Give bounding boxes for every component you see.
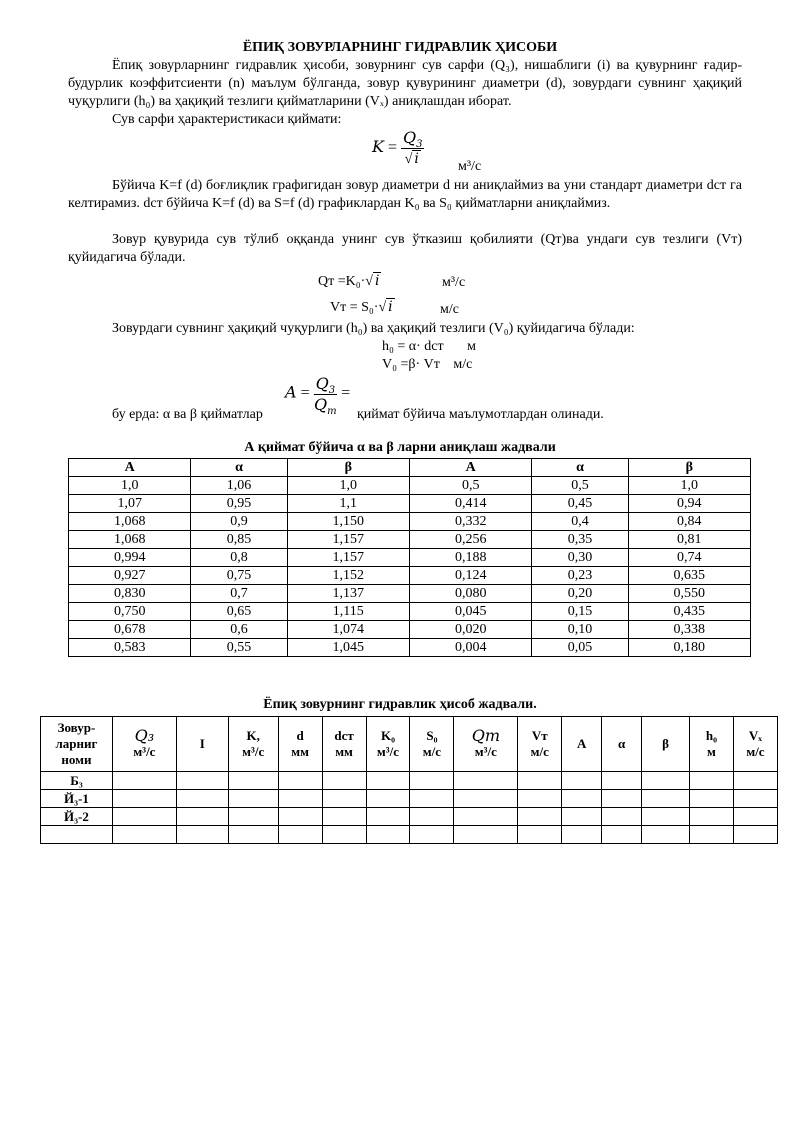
page-title: ЁПИҚ ЗОВУРЛАРНИНГ ГИДРАВЛИК ҲИСОБИ	[242, 40, 558, 55]
table-cell: 0,635	[628, 567, 750, 585]
table-cell	[366, 790, 410, 808]
table-cell: 0,6	[191, 621, 287, 639]
table-cell: 0,20	[532, 585, 628, 603]
header-label: Зовур-ларниг номи	[55, 720, 98, 767]
header-label: Vт	[531, 728, 548, 743]
header-label: α	[618, 736, 626, 751]
table-cell: 0,94	[628, 495, 750, 513]
header-unit: м³/с	[133, 744, 156, 759]
header-label: β	[662, 736, 669, 751]
table-b-header-cell	[518, 717, 562, 772]
formula-a: A = $\frac{Q_3}{Q_m}$ =	[285, 374, 351, 418]
table-cell: 0,65	[191, 603, 287, 621]
header-unit: м/с	[422, 744, 442, 759]
table-cell	[602, 808, 642, 826]
table-a-header-row	[69, 459, 751, 477]
formula-k-unit: м³/с	[458, 159, 482, 174]
table-cell	[228, 826, 278, 844]
table-cell: 0,045	[409, 603, 531, 621]
drain-name-cell: Б₃	[41, 772, 113, 790]
header-label: h₀	[705, 728, 718, 743]
table-cell: 0,4	[532, 513, 628, 531]
table-row	[69, 621, 751, 639]
table-row	[41, 808, 778, 826]
table-cell: 0,678	[69, 621, 191, 639]
table-cell: 0,5	[409, 477, 531, 495]
table-cell	[602, 772, 642, 790]
table-row	[41, 826, 778, 844]
header-label: Vₓ	[748, 728, 763, 743]
table-cell	[322, 808, 366, 826]
table-cell	[733, 772, 777, 790]
table-cell	[410, 772, 454, 790]
table-cell	[278, 808, 322, 826]
table-cell	[642, 772, 690, 790]
formula-k-num-sub: 3	[416, 139, 423, 151]
intro-paragraph: Ёпиқ зовурларнинг гидравлик ҳисоби, зовурнинг сув сарфи (Q₃), нишаблиги (i) ва қувурнинг ғадир-будурлик коэффитсиенти (n) маълум бўлганда, зовур қувурининг диаметри (d), зовурдаги сувнинг ҳақиқий чуқурлиги (h₀) ва ҳақиқий тезлиги қийматларини (Vₓ) аниқлашдан иборат.	[68, 58, 742, 109]
formula-a-fraction	[314, 374, 338, 418]
table-cell	[690, 808, 734, 826]
table-cell	[228, 790, 278, 808]
formula-v0	[382, 356, 472, 374]
capacity-text: Зовур қувурида сув тўлиб оққанда унинг сув ўтказиш қобилияти (Qт)ва ундаги сув тезлиги (Vт) қуйидагича бўлади.	[68, 232, 742, 265]
table-cell: 0,74	[628, 549, 750, 567]
table-cell	[733, 826, 777, 844]
table-cell	[322, 790, 366, 808]
table-a-header-cell: β	[628, 459, 750, 477]
table-row	[69, 513, 751, 531]
table-cell	[410, 826, 454, 844]
formula-q-rad: i	[374, 273, 380, 289]
table-cell	[366, 772, 410, 790]
table-cell	[602, 790, 642, 808]
table-cell: 0,5	[532, 477, 628, 495]
table-cell: 0,75	[191, 567, 287, 585]
table-cell: 0,30	[532, 549, 628, 567]
table-cell: 0,7	[191, 585, 287, 603]
table-cell: 1,07	[69, 495, 191, 513]
table-cell	[410, 790, 454, 808]
table-a-header-cell: β	[287, 459, 409, 477]
formula-q: Qт =K₀·√ i	[318, 273, 380, 289]
table-cell	[176, 808, 228, 826]
formula-q-unit: м³/с	[442, 275, 466, 290]
table-cell: 0,85	[191, 531, 287, 549]
table-row	[69, 531, 751, 549]
header-label: S₀	[426, 728, 438, 743]
table-cell: 0,994	[69, 549, 191, 567]
table-cell: 1,074	[287, 621, 409, 639]
table-cell	[690, 790, 734, 808]
formula-k-fraction: $\frac{Q_3}{√ i}$	[402, 128, 423, 167]
table-row	[69, 567, 751, 585]
table-b-header-cell	[642, 717, 690, 772]
table-cell: 1,157	[287, 549, 409, 567]
table-cell: 0,927	[69, 567, 191, 585]
table-cell: 1,0	[69, 477, 191, 495]
formula-k: K = $\frac{Q_3}{√ i}$	[372, 128, 424, 170]
table-cell	[642, 790, 690, 808]
formula-h-unit: м	[467, 339, 476, 354]
header-label: А	[577, 736, 587, 751]
formula-a-num: Q	[315, 374, 329, 393]
table-cell: 0,550	[628, 585, 750, 603]
formula-k-lhs: K	[372, 137, 384, 157]
table-b-header-cell	[410, 717, 454, 772]
table-cell	[562, 808, 602, 826]
table-cell: 0,05	[532, 639, 628, 657]
table-cell: 0,256	[409, 531, 531, 549]
table-cell	[518, 790, 562, 808]
header-label: Q₃	[134, 726, 155, 745]
formula-v-text: Vт = S₀·	[330, 300, 379, 315]
table-cell: 1,137	[287, 585, 409, 603]
table-cell	[518, 808, 562, 826]
table-cell	[690, 772, 734, 790]
table-cell	[602, 826, 642, 844]
table-cell: 1,068	[69, 513, 191, 531]
drain-name-cell	[41, 826, 113, 844]
table-cell: 1,1	[287, 495, 409, 513]
table-cell	[454, 826, 518, 844]
table-cell: 0,10	[532, 621, 628, 639]
diameter-text: Бўйича K=f (d) боғлиқлик графигидан зовур диаметри d ни аниқлаймиз ва уни стандарт диаметри dст га келтирамиз. dст бўйича K=f (d) ва S=f (d) графиклардан K₀ ва S₀ қийматларни аниқлаймиз.	[68, 178, 742, 211]
table-cell: 0,080	[409, 585, 531, 603]
header-label: dст	[334, 728, 354, 743]
formula-a-den: Q	[314, 395, 328, 414]
table-cell: 0,84	[628, 513, 750, 531]
table-b-header-row	[41, 717, 778, 772]
table-cell: 0,95	[191, 495, 287, 513]
table-cell: 0,15	[532, 603, 628, 621]
header-label: Qm	[471, 726, 500, 745]
table-cell: 0,338	[628, 621, 750, 639]
table-cell: 0,124	[409, 567, 531, 585]
table-cell: 0,23	[532, 567, 628, 585]
header-label: I	[199, 736, 205, 751]
table-cell	[112, 826, 176, 844]
table-b-header-cell	[228, 717, 278, 772]
table-a-header-cell: А	[69, 459, 191, 477]
alpha-beta-note-left: бу ерда: α ва β қийматлар	[112, 407, 263, 422]
table-cell	[112, 808, 176, 826]
table-b-header-cell	[733, 717, 777, 772]
table-cell: 1,0	[628, 477, 750, 495]
table-cell: 0,332	[409, 513, 531, 531]
table-cell	[562, 826, 602, 844]
formula-a-num-sub: 3	[328, 385, 336, 397]
header-label: d	[296, 728, 304, 743]
table-cell: 0,55	[191, 639, 287, 657]
formula-a-lhs: A	[285, 382, 297, 402]
table-cell	[733, 790, 777, 808]
table-cell: 0,35	[532, 531, 628, 549]
table-cell: 1,0	[287, 477, 409, 495]
table-cell	[322, 826, 366, 844]
table-cell: 0,004	[409, 639, 531, 657]
table-cell: 1,115	[287, 603, 409, 621]
table-b-header-cell	[112, 717, 176, 772]
table-cell: 1,152	[287, 567, 409, 585]
formula-v: Vт = S₀·√ i	[330, 299, 393, 315]
header-label: K,	[246, 728, 260, 743]
table-row	[41, 790, 778, 808]
table-a-header-cell: α	[191, 459, 287, 477]
table-cell: 0,9	[191, 513, 287, 531]
formula-k-num: Q	[402, 128, 417, 147]
table-cell	[410, 808, 454, 826]
actual-values-text: Зовурдаги сувнинг ҳақиқий чуқурлиги (h₀) ва ҳақиқий тезлиги (V₀) қуйидагича бўлади:	[112, 321, 635, 336]
table-cell	[176, 772, 228, 790]
table-cell	[176, 826, 228, 844]
table-cell	[176, 790, 228, 808]
table-cell	[278, 826, 322, 844]
table-cell	[454, 790, 518, 808]
table-row	[69, 639, 751, 657]
table-b-header-cell	[176, 717, 228, 772]
table-cell: 0,45	[532, 495, 628, 513]
header-label: K₀	[380, 728, 395, 743]
header-unit: м³/с	[474, 744, 497, 759]
table-cell: 0,8	[191, 549, 287, 567]
drain-name-cell: Й₃-1	[41, 790, 113, 808]
table-cell: 0,020	[409, 621, 531, 639]
table-a-caption: А қиймат бўйича α ва β ларни аниқлаш жадвали	[244, 440, 556, 455]
formula-v0-unit: м/с	[453, 357, 473, 372]
table-cell	[278, 790, 322, 808]
table-cell: 0,180	[628, 639, 750, 657]
table-a-header-cell: А	[409, 459, 531, 477]
table-cell	[642, 826, 690, 844]
formula-v-rad: i	[388, 299, 393, 315]
table-cell: 0,414	[409, 495, 531, 513]
table-b-header-cell	[562, 717, 602, 772]
table-b-header-cell	[690, 717, 734, 772]
table-cell: 1,150	[287, 513, 409, 531]
table-cell: 0,435	[628, 603, 750, 621]
formula-h-text: h₀ = α· dст	[382, 339, 444, 354]
table-cell	[733, 808, 777, 826]
hydraulic-calc-table	[40, 716, 778, 844]
header-unit: м³/с	[376, 744, 400, 759]
table-b-header-cell	[41, 717, 113, 772]
table-row	[41, 772, 778, 790]
formula-q-text: Qт =K₀·	[318, 274, 366, 289]
table-cell	[228, 772, 278, 790]
table-cell: 0,830	[69, 585, 191, 603]
table-row	[69, 603, 751, 621]
table-cell	[518, 772, 562, 790]
table-cell	[454, 808, 518, 826]
table-b-header-cell	[602, 717, 642, 772]
formula-v0-text: V₀ =β· Vт	[382, 357, 440, 372]
table-cell	[366, 808, 410, 826]
formula-k-rad: i	[414, 151, 419, 167]
table-b-header-cell	[366, 717, 410, 772]
formula-h	[382, 338, 476, 356]
table-cell	[642, 808, 690, 826]
table-cell	[228, 808, 278, 826]
header-unit: мм	[291, 744, 309, 759]
table-cell: 1,068	[69, 531, 191, 549]
table-row	[69, 495, 751, 513]
table-cell	[112, 790, 176, 808]
header-unit: м³/с	[242, 744, 265, 759]
table-b-header-cell	[454, 717, 518, 772]
table-cell	[518, 826, 562, 844]
table-b-caption: Ёпиқ зовурнинг гидравлик ҳисоб жадвали.	[263, 697, 537, 712]
table-cell	[454, 772, 518, 790]
header-unit: м	[707, 744, 716, 759]
formula-v-unit: м/с	[440, 302, 459, 317]
table-cell: 1,045	[287, 639, 409, 657]
table-cell	[690, 826, 734, 844]
table-cell	[562, 772, 602, 790]
table-b-header-cell	[278, 717, 322, 772]
table-row	[69, 585, 751, 603]
formula-a-den-sub: m	[327, 406, 337, 418]
flow-characteristic-text: Сув сарфи ҳарактеристикаси қиймати:	[112, 112, 342, 127]
table-row	[69, 549, 751, 567]
table-cell: 0,81	[628, 531, 750, 549]
drain-name-cell: Й₃-2	[41, 808, 113, 826]
table-cell	[112, 772, 176, 790]
table-cell: 0,750	[69, 603, 191, 621]
table-cell: 0,583	[69, 639, 191, 657]
header-unit: мм	[335, 744, 353, 759]
table-cell	[562, 790, 602, 808]
table-cell: 0,188	[409, 549, 531, 567]
table-cell	[322, 772, 366, 790]
alpha-beta-note-right: қиймат бўйича маълумотлардан олинади.	[357, 407, 604, 422]
table-cell	[278, 772, 322, 790]
header-unit: м/с	[746, 744, 765, 759]
table-a-header-cell: α	[532, 459, 628, 477]
table-cell	[366, 826, 410, 844]
header-unit: м/с	[530, 744, 549, 759]
table-cell: 1,157	[287, 531, 409, 549]
table-b-header-cell	[322, 717, 366, 772]
table-cell: 1,06	[191, 477, 287, 495]
alpha-beta-table	[68, 458, 751, 657]
table-row	[69, 477, 751, 495]
